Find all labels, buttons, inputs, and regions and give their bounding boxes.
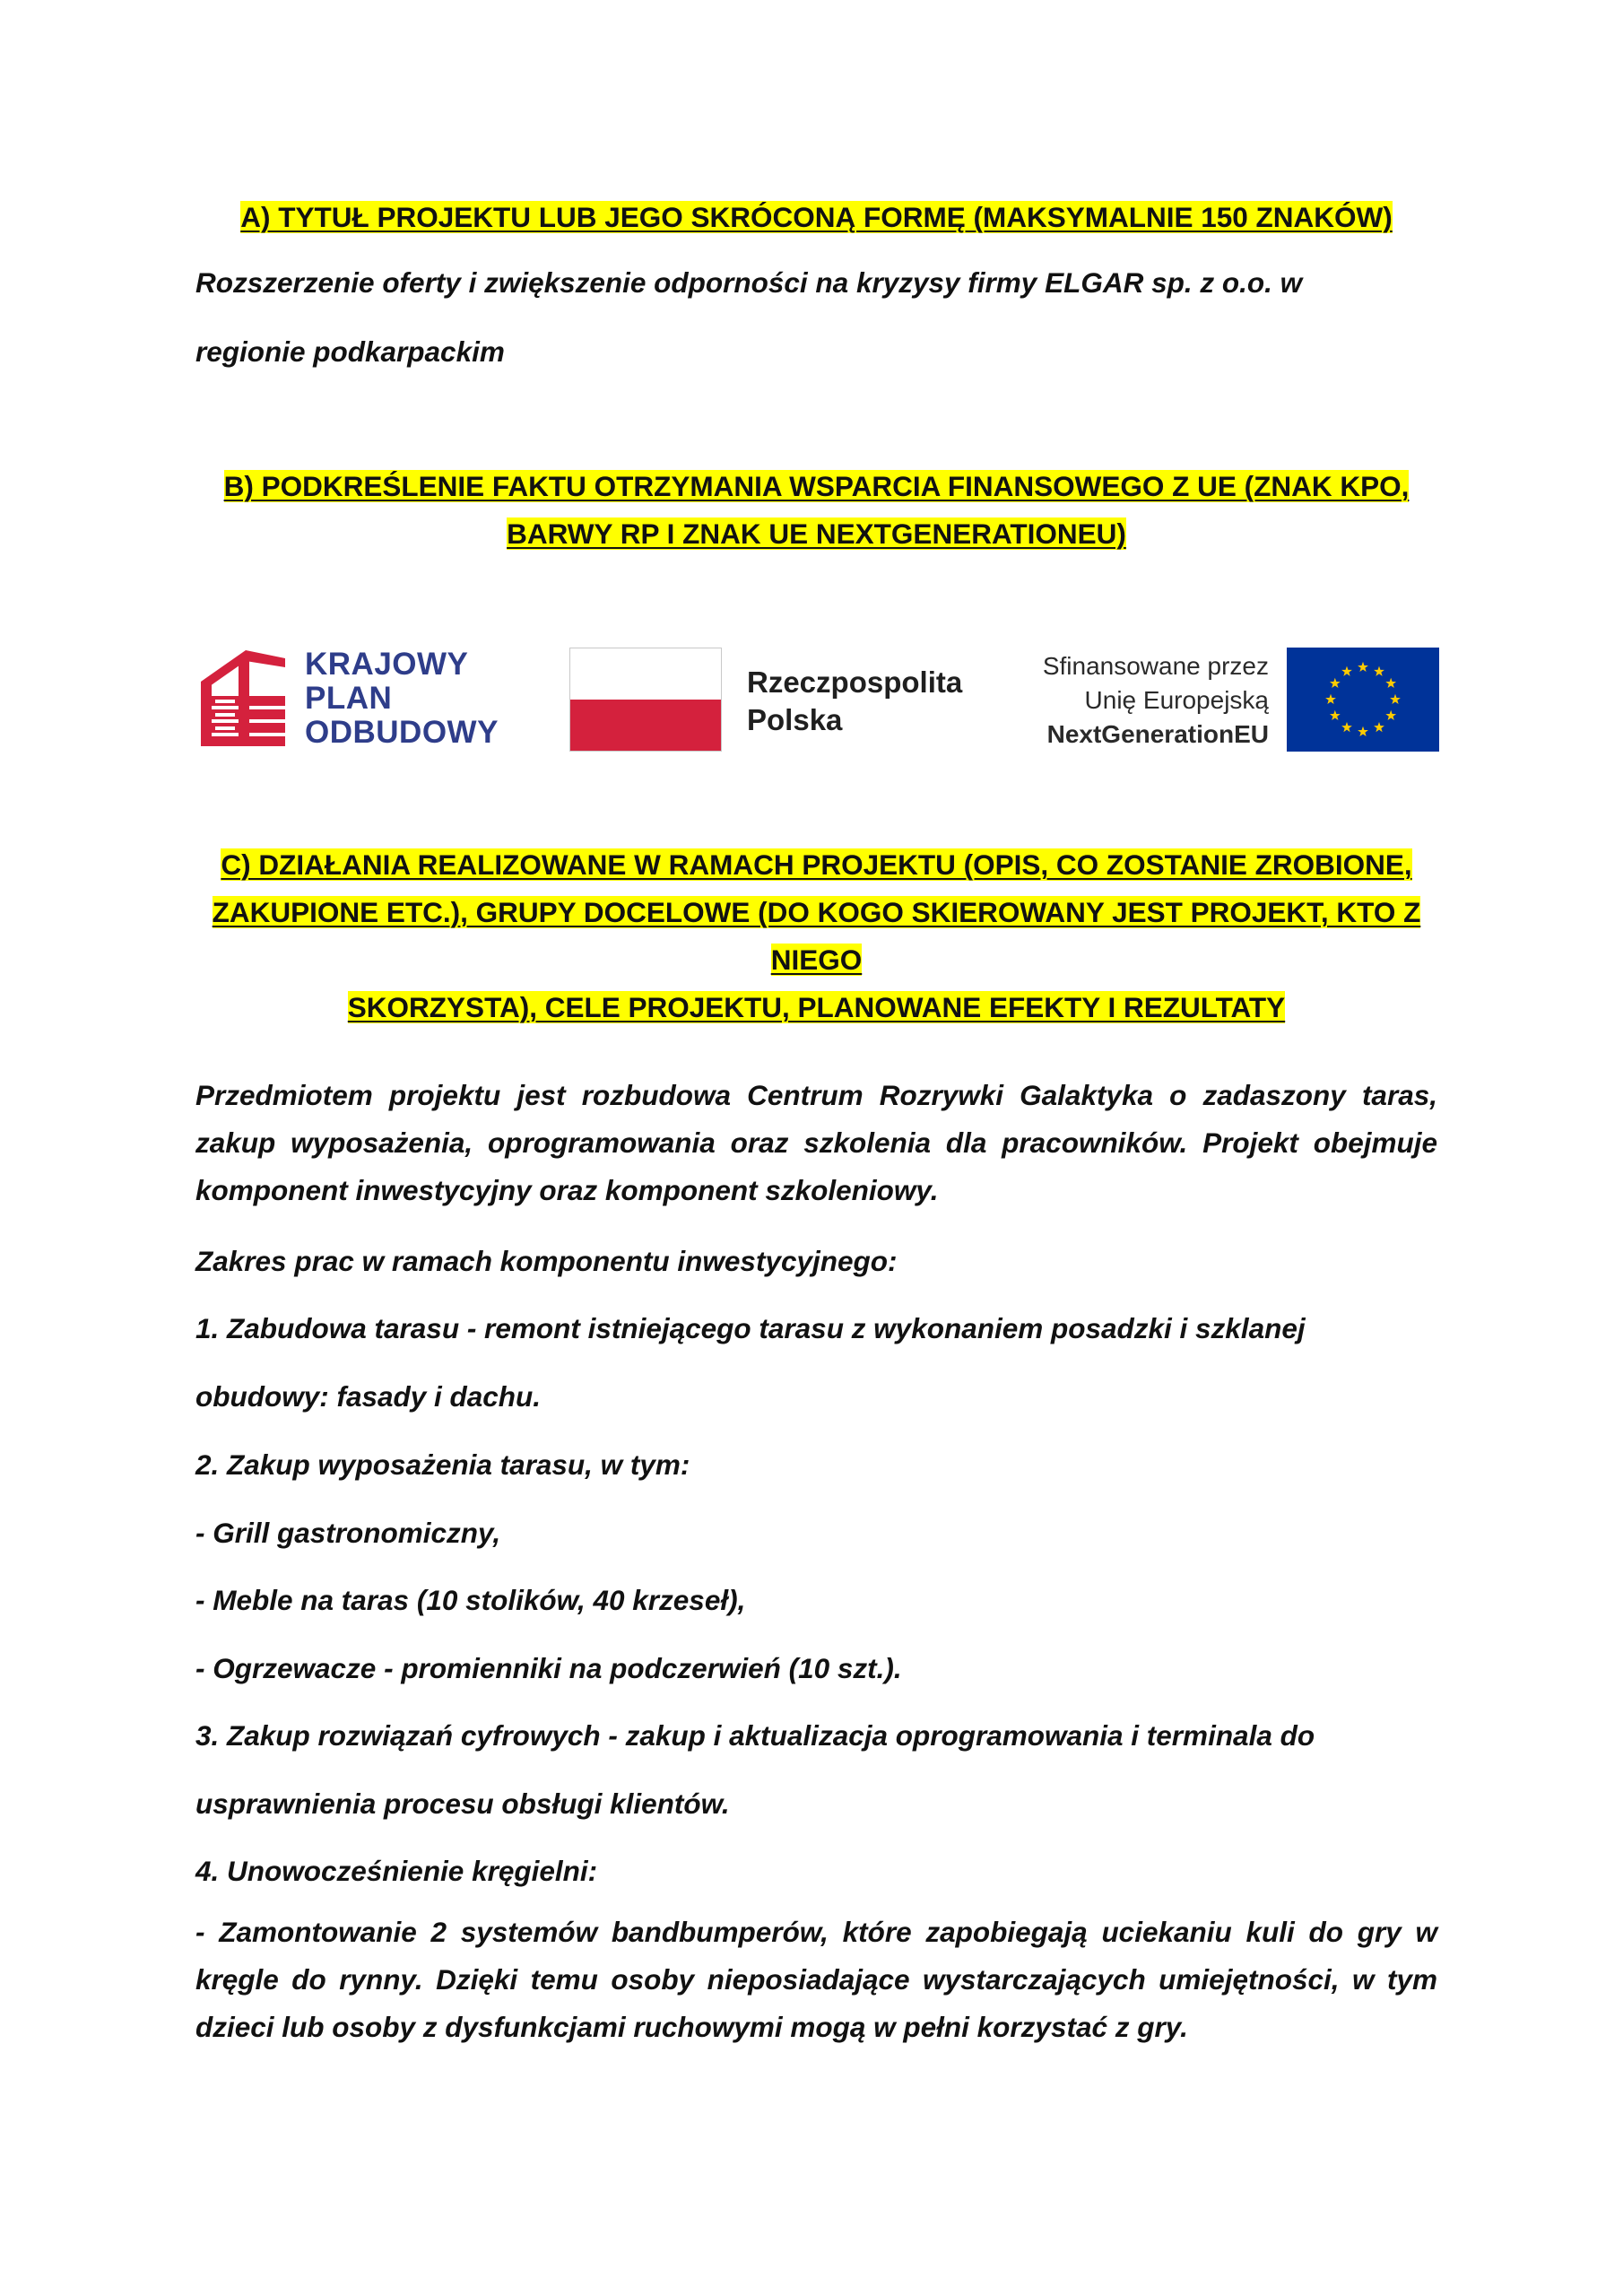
eu-star-icon — [1374, 722, 1384, 732]
rp-logo — [569, 648, 964, 753]
list-item-3-line-2: usprawnienia procesu obsługi klientów. — [195, 1787, 730, 1820]
list-item-1-line-2: obudowy: fasady i dachu. — [195, 1380, 542, 1413]
scope-heading: Zakres prac w ramach komponentu inwestycyjnego: — [195, 1245, 898, 1277]
eu-star-icon — [1358, 662, 1368, 672]
list-item-4: 4. Unowocześnienie kręgielni: — [195, 1855, 598, 1887]
eu-logo-text: Sfinansowane przez Unię Europejską NextGenerationEU — [1042, 652, 1269, 748]
rp-logo-text: Rzeczpospolita Polska — [747, 665, 963, 736]
eu-star-icon — [1385, 678, 1396, 688]
eu-star-icon — [1330, 710, 1341, 720]
eu-star-icon — [1341, 722, 1352, 732]
eu-star-icon — [1374, 666, 1384, 676]
project-title-line-1: Rozszerzenie oferty i zwiększenie odporności na kryzysy firmy ELGAR sp. z o.o. w — [195, 266, 1303, 299]
eu-star-icon — [1325, 694, 1336, 704]
list-item-3-line-1: 3. Zakup rozwiązań cyfrowych - zakup i aktualizacja oprogramowania i terminala do — [195, 1719, 1315, 1752]
list-item-2: 2. Zakup wyposażenia tarasu, w tym: — [195, 1448, 690, 1481]
eu-star-icon — [1390, 694, 1401, 704]
list-item-2-b: - Meble na taras (10 stolików, 40 krzeseł), — [195, 1584, 746, 1616]
eu-star-icon — [1358, 726, 1368, 736]
list-item-1-line-1: 1. Zabudowa tarasu - remont istniejącego tarasu z wykonaniem posadzki i szklanej — [195, 1312, 1306, 1344]
kpo-logo — [195, 646, 527, 753]
section-b-heading: B) PODKREŚLENIE FAKTU OTRZYMANIA WSPARCIA FINANSOWEGO Z UE (ZNAK KPO, BARWY RP I ZNAK UE NEXTGENERATIONEU) — [223, 470, 1410, 550]
section-c-heading: C) DZIAŁANIA REALIZOWANE W RAMACH PROJEKTU (OPIS, CO ZOSTANIE ZROBIONE, ZAKUPIONE ETC.), GRUPY DOCELOWE (DO KOGO SKIEROWANY JEST PROJEKT, KTO Z NIEGO SKORZYSTA), CELE PROJEKTU, PLANOWANE EFEKTY I REZULTATY — [212, 848, 1421, 1023]
list-item-2-a: - Grill gastronomiczny, — [195, 1517, 501, 1549]
eu-flag-icon — [1287, 648, 1439, 752]
project-title-line-2: regionie podkarpackim — [195, 335, 505, 368]
eu-star-icon — [1385, 710, 1396, 720]
eu-star-icon — [1330, 678, 1341, 688]
intro-paragraph: Przedmiotem projektu jest rozbudowa Centrum Rozrywki Galaktyka o zadaszony taras, zakup wyposażenia, oprogramowania oraz szkolenia dla pracowników. Projekt obejmuje komponent inwestycyjny oraz komponent szkoleniowy. — [195, 1079, 1437, 1206]
polish-flag-icon — [569, 648, 722, 752]
eu-logo — [1004, 648, 1439, 753]
kpo-emblem-icon — [195, 646, 285, 752]
eu-stars-icon — [1287, 648, 1439, 752]
section-a-heading: A) TYTUŁ PROJEKTU LUB JEGO SKRÓCONĄ FORMĘ (MAKSYMALNIE 150 ZNAKÓW) — [240, 201, 1393, 233]
eu-star-icon — [1341, 666, 1352, 676]
kpo-logo-text: KRAJOWY PLAN ODBUDOWY — [305, 647, 499, 750]
list-item-2-c: - Ogrzewacze - promienniki na podczerwień (10 szt.). — [195, 1652, 902, 1684]
list-item-4-a: - Zamontowanie 2 systemów bandbumperów, które zapobiegają uciekaniu kuli do gry w kręgle do rynny. Dzięki temu osoby nieposiadające wystarczających umiejętności, w tym dzieci lub osoby z dysfunkcjami ruchowymi mogą w pełni korzystać z gry. — [195, 1916, 1437, 2043]
